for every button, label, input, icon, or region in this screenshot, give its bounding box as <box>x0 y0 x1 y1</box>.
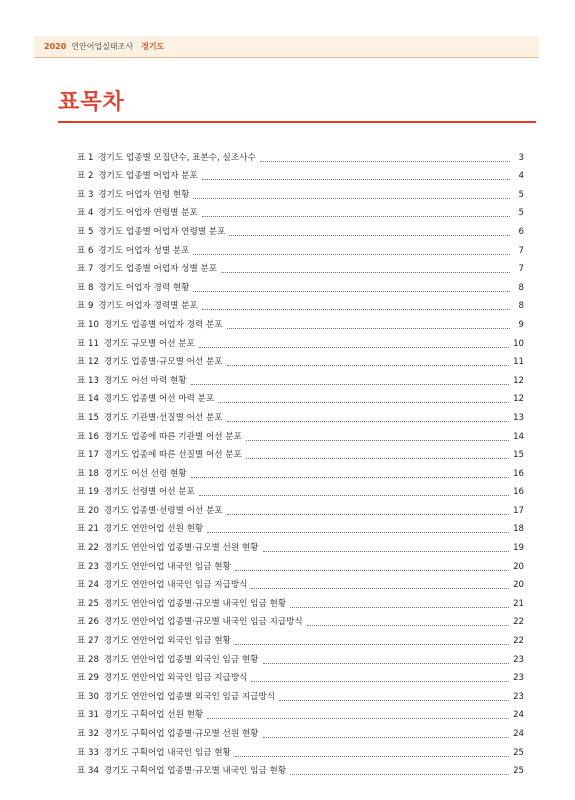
toc-entry[interactable] <box>77 740 524 759</box>
toc-entry-number: 표 4 <box>77 208 94 219</box>
toc-entry-label <box>77 208 198 219</box>
toc-entry-page: 23 <box>513 673 524 684</box>
toc-entry[interactable] <box>77 145 524 164</box>
toc-entry-label <box>77 748 231 759</box>
toc-entry[interactable] <box>77 666 524 685</box>
toc-entry[interactable] <box>77 721 524 740</box>
toc-leader-dots <box>207 532 509 533</box>
toc-entry-page: 20 <box>513 561 524 572</box>
toc-entry-page: 15 <box>513 450 524 461</box>
toc-leader-dots <box>307 625 509 626</box>
toc-entry-label <box>77 766 286 777</box>
toc-entry-title: 경기도 업종에 따른 선질별 어선 분포 <box>103 450 242 461</box>
toc-entry-page: 24 <box>513 710 524 721</box>
toc-entry-title: 경기도 연안어업 내국인 임금 현황 <box>103 561 231 572</box>
toc-entry-page: 7 <box>518 245 524 256</box>
toc-entry[interactable] <box>77 182 524 201</box>
toc-entry-number: 표 9 <box>77 301 94 312</box>
toc-entry-title: 경기도 규모별 어선 분포 <box>103 338 195 349</box>
toc-leader-dots <box>229 235 510 236</box>
toc-entry[interactable] <box>77 387 524 406</box>
toc-leader-dots <box>227 421 510 422</box>
toc-leader-dots <box>235 644 509 645</box>
toc-entry-title: 경기도 구획어업 업종별·규모별 선원 현황 <box>103 729 259 739</box>
toc-leader-dots <box>227 514 510 515</box>
toc-entry-title: 경기도 업종별 모집단수, 표본수, 실조사수 <box>98 152 256 163</box>
toc-entry-title: 경기도 연안어업 외국인 임금 지급방식 <box>103 673 248 684</box>
toc-entry-number: 표 16 <box>77 431 99 442</box>
toc-entry-page: 20 <box>513 580 524 591</box>
toc-entry[interactable] <box>77 424 524 443</box>
toc-entry-number: 표 23 <box>77 561 99 572</box>
toc-entry-label <box>77 246 189 257</box>
toc-leader-dots <box>191 384 509 385</box>
toc-entry-label <box>77 487 195 498</box>
toc-entry-page: 11 <box>513 357 524 368</box>
toc-entry[interactable] <box>77 573 524 592</box>
toc-entry-page: 16 <box>513 468 524 479</box>
toc-entry-number: 표 25 <box>77 598 99 609</box>
toc-entry-page: 8 <box>518 282 524 293</box>
toc-entry[interactable] <box>77 535 524 554</box>
toc-entry-title: 경기도 업종별 어선 마력 분포 <box>103 394 215 405</box>
toc-entry-page: 12 <box>513 375 524 386</box>
toc-entry-number: 표 29 <box>77 673 99 684</box>
toc-entry-page: 23 <box>513 654 524 665</box>
toc-entry-label <box>77 543 259 554</box>
toc-entry-label <box>77 692 275 703</box>
title-divider <box>58 121 536 123</box>
toc-leader-dots <box>251 681 509 682</box>
toc-entry-title: 경기도 업종별 어업자 연령별 분포 <box>98 226 226 237</box>
toc-entry-label <box>77 320 223 331</box>
toc-leader-dots <box>202 216 510 217</box>
header-region: 경기도 <box>141 42 165 51</box>
toc-leader-dots <box>227 365 510 366</box>
toc-entry-title: 경기도 연안어업 업종별 외국인 임금 지급방식 <box>103 691 276 702</box>
toc-entry-page: 19 <box>513 543 524 554</box>
toc-entry-title: 경기도 연안어업 선원 현황 <box>103 524 204 535</box>
toc-leader-dots <box>207 718 509 719</box>
toc-entry-page: 3 <box>518 152 524 163</box>
toc-entry-label <box>77 153 256 164</box>
toc-entry-number: 표 26 <box>77 617 99 628</box>
toc-entry-number: 표 1 <box>77 152 94 163</box>
toc-leader-dots <box>193 254 510 255</box>
toc-entry-label <box>77 729 259 740</box>
toc-entry[interactable] <box>77 350 524 369</box>
toc-entry-label <box>77 506 223 517</box>
toc-entry[interactable] <box>77 759 524 778</box>
toc-entry-title: 경기도 어업자 연령 현황 <box>98 189 190 200</box>
toc-entry-page: 13 <box>513 412 524 423</box>
toc-entry-page: 25 <box>513 766 524 777</box>
toc-entry-number: 표 20 <box>77 505 99 516</box>
toc-entry-page: 21 <box>513 598 524 609</box>
toc-entry[interactable] <box>77 275 524 294</box>
toc-entry-page: 24 <box>513 729 524 739</box>
toc-entry[interactable] <box>77 443 524 462</box>
toc-leader-dots <box>202 309 510 310</box>
toc-leader-dots <box>263 663 510 664</box>
toc-entry-label <box>77 450 242 461</box>
toc-entry[interactable] <box>77 405 524 424</box>
toc-entry-number: 표 3 <box>77 189 94 200</box>
toc-entry-number: 표 14 <box>77 394 99 405</box>
toc-entry-number: 표 31 <box>77 710 99 721</box>
toc-leader-dots <box>263 737 510 738</box>
toc-entry-number: 표 10 <box>77 319 99 330</box>
toc-entry-title: 경기도 업종별 어업자 분포 <box>98 171 198 182</box>
toc-entry-label <box>77 673 247 684</box>
toc-entry-number: 표 8 <box>77 282 94 293</box>
toc-leader-dots <box>246 440 509 441</box>
toc-leader-dots <box>260 161 510 162</box>
toc-entry-title: 경기도 구획어업 업종별·규모별 내국인 임금 현황 <box>103 766 287 777</box>
toc-entry-label <box>77 655 259 666</box>
toc-entry-title: 경기도 구획어업 선원 현황 <box>103 710 204 721</box>
toc-entry-page: 14 <box>513 431 524 442</box>
toc-entry-label <box>77 432 242 443</box>
toc-entry[interactable] <box>77 331 524 350</box>
toc-entry-number: 표 30 <box>77 691 99 702</box>
toc-entry-title: 경기도 업종별 어업자 성별 분포 <box>98 264 218 275</box>
toc-entry[interactable] <box>77 591 524 610</box>
toc-entry[interactable] <box>77 238 524 257</box>
toc-entry-page: 25 <box>513 747 524 758</box>
toc-entry-page: 10 <box>513 338 524 349</box>
toc-entry-number: 표 13 <box>77 375 99 386</box>
toc-entry-number: 표 17 <box>77 450 99 461</box>
header-survey-title: 연안어업실태조사 <box>71 42 134 51</box>
toc-entry-label <box>77 376 187 387</box>
toc-entry-number: 표 33 <box>77 747 99 758</box>
toc-entry-number: 표 24 <box>77 580 99 591</box>
toc-entry-page: 16 <box>513 487 524 498</box>
toc-entry-title: 경기도 선령별 어선 분포 <box>103 487 195 498</box>
toc-entry-number: 표 2 <box>77 171 94 182</box>
toc-entry-page: 23 <box>513 691 524 702</box>
toc-entry-label <box>77 394 214 405</box>
toc-entry[interactable] <box>77 703 524 722</box>
toc-entry[interactable] <box>77 647 524 666</box>
toc-entry-number: 표 27 <box>77 636 99 647</box>
toc-entry-page: 4 <box>518 171 524 182</box>
toc-entry-number: 표 32 <box>77 729 99 739</box>
toc-entry[interactable] <box>77 257 524 276</box>
toc-entry-label <box>77 599 286 610</box>
toc-entry-number: 표 28 <box>77 654 99 665</box>
toc-leader-dots <box>263 551 510 552</box>
toc-entry-title: 경기도 업종별·선령별 어선 분포 <box>103 505 223 516</box>
toc-entry[interactable] <box>77 461 524 480</box>
toc-entry-title: 경기도 업종별 어업자 경력 분포 <box>103 319 223 330</box>
toc-entry-page: 6 <box>518 226 524 237</box>
toc-entry-title: 경기도 어선 선령 현황 <box>103 468 187 479</box>
toc-entry-number: 표 22 <box>77 543 99 554</box>
toc-leader-dots <box>202 179 510 180</box>
toc-entry-title: 경기도 연안어업 업종별·규모별 내국인 임금 지급방식 <box>103 617 303 628</box>
toc-entry-page: 7 <box>518 264 524 275</box>
toc-leader-dots <box>290 607 509 608</box>
toc-entry[interactable] <box>77 554 524 573</box>
toc-entry[interactable] <box>77 201 524 220</box>
toc-entry-title: 경기도 업종에 따른 기관별 어선 분포 <box>103 431 242 442</box>
toc-entry-label <box>77 190 189 201</box>
toc-leader-dots <box>290 774 509 775</box>
toc-entry[interactable] <box>77 517 524 536</box>
toc-entry-title: 경기도 연안어업 업종별·규모별 내국인 임금 현황 <box>103 598 287 609</box>
toc-entry[interactable] <box>77 368 524 387</box>
toc-entry-page: 8 <box>518 301 524 312</box>
toc-leader-dots <box>235 570 509 571</box>
toc-entry[interactable] <box>77 164 524 183</box>
toc-entry-label <box>77 171 198 182</box>
toc-entry-title: 경기도 어선 마력 현황 <box>103 375 187 386</box>
toc-entry-page: 18 <box>513 524 524 535</box>
running-header <box>34 36 539 58</box>
toc-leader-dots <box>251 588 509 589</box>
toc-entry-page: 5 <box>518 208 524 219</box>
toc-entry-number: 표 6 <box>77 245 94 256</box>
toc-entry-number: 표 7 <box>77 264 94 275</box>
toc-entry[interactable] <box>77 498 524 517</box>
toc-entry-number: 표 11 <box>77 338 99 349</box>
toc-leader-dots <box>246 458 509 459</box>
toc-leader-dots <box>279 700 509 701</box>
toc-leader-dots <box>227 328 510 329</box>
toc-entry[interactable] <box>77 312 524 331</box>
toc-entry-label <box>77 562 231 573</box>
toc-entry-title: 경기도 연안어업 업종별·규모별 선원 현황 <box>103 543 259 554</box>
toc-entry-number: 표 34 <box>77 766 99 777</box>
toc-entry-label <box>77 301 198 312</box>
toc-entry-number: 표 5 <box>77 226 94 237</box>
toc-leader-dots <box>199 495 509 496</box>
toc-entry-page: 22 <box>513 636 524 647</box>
header-year: 2020 <box>44 42 67 51</box>
toc-entry-label <box>77 469 187 480</box>
toc-entry-number: 표 21 <box>77 524 99 535</box>
toc-entry-label <box>77 227 225 238</box>
toc-leader-dots <box>193 291 510 292</box>
toc-entry-label <box>77 710 203 721</box>
toc-entry-page: 5 <box>518 189 524 200</box>
toc-entry-title: 경기도 어업자 연령별 분포 <box>98 208 198 219</box>
toc-leader-dots <box>191 477 509 478</box>
toc-entry-label <box>77 339 195 350</box>
toc-entry-label <box>77 617 303 628</box>
toc-entry-page: 12 <box>513 394 524 405</box>
table-of-contents-list <box>77 145 524 777</box>
toc-entry-title: 경기도 어업자 경력 현황 <box>98 282 190 293</box>
toc-entry-label <box>77 636 231 647</box>
toc-entry-number: 표 18 <box>77 468 99 479</box>
toc-leader-dots <box>193 198 510 199</box>
page-title: 표목차 <box>58 90 125 115</box>
toc-entry-page: 17 <box>513 505 524 516</box>
toc-leader-dots <box>199 347 509 348</box>
toc-entry-title: 경기도 구획어업 내국인 임금 현황 <box>103 747 231 758</box>
toc-entry-label <box>77 580 247 591</box>
toc-entry-title: 경기도 연안어업 외국인 임금 현황 <box>103 636 231 647</box>
toc-entry-title: 경기도 어업자 경력별 분포 <box>98 301 198 312</box>
toc-entry-number: 표 15 <box>77 412 99 423</box>
toc-entry-label <box>77 264 217 275</box>
toc-leader-dots <box>235 756 509 757</box>
toc-entry-title: 경기도 기관별·선질별 어선 분포 <box>103 412 223 423</box>
toc-leader-dots <box>218 402 509 403</box>
toc-entry-title: 경기도 연안어업 내국인 임금 지급방식 <box>103 580 248 591</box>
toc-entry-label <box>77 413 223 424</box>
toc-entry-label <box>77 357 223 368</box>
toc-entry-title: 경기도 어업자 성별 분포 <box>98 245 190 256</box>
toc-entry[interactable] <box>77 219 524 238</box>
toc-entry-page: 9 <box>518 319 524 330</box>
toc-entry-page: 22 <box>513 617 524 628</box>
toc-entry[interactable] <box>77 684 524 703</box>
toc-entry[interactable] <box>77 628 524 647</box>
toc-entry-title: 경기도 업종별·규모별 어선 분포 <box>103 357 223 368</box>
toc-leader-dots <box>221 272 510 273</box>
toc-entry[interactable] <box>77 294 524 313</box>
toc-entry-number: 표 12 <box>77 357 99 368</box>
toc-entry-label <box>77 524 203 535</box>
toc-entry[interactable] <box>77 480 524 499</box>
toc-entry-title: 경기도 연안어업 업종별 외국인 임금 현황 <box>103 654 259 665</box>
toc-entry-label <box>77 283 189 294</box>
toc-entry-number: 표 19 <box>77 487 99 498</box>
toc-entry[interactable] <box>77 610 524 629</box>
